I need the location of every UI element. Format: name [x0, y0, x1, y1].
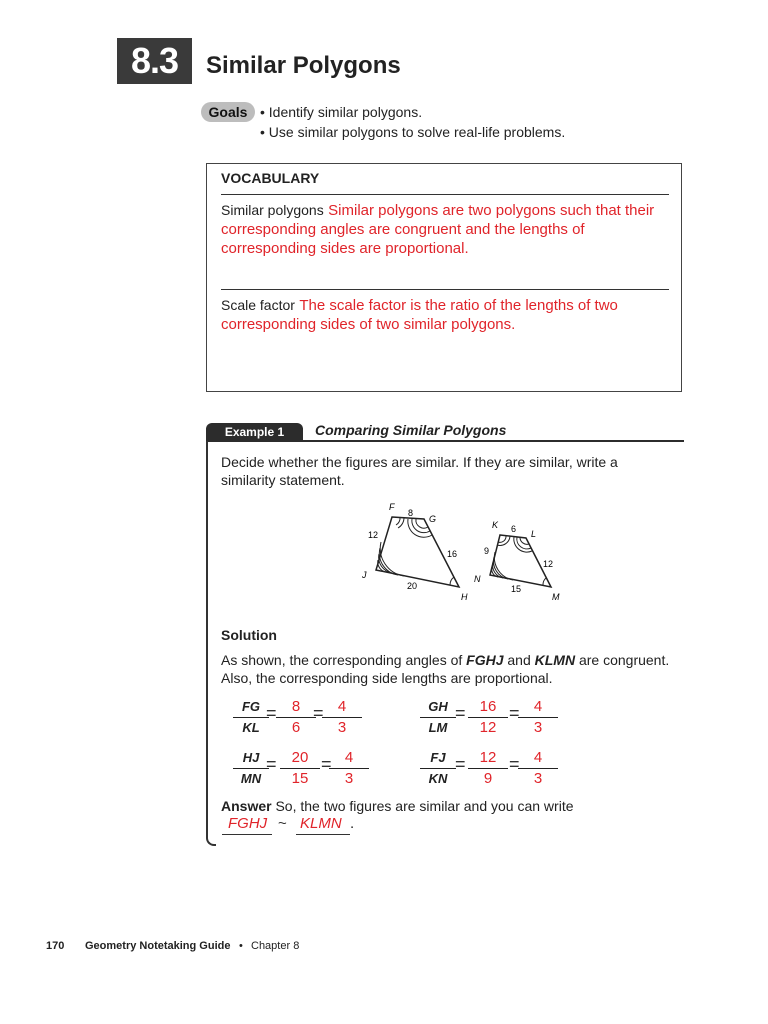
vertex-label-j: J: [362, 570, 367, 580]
fraction-numerator: HJ: [242, 750, 260, 765]
equals-sign: =: [266, 754, 277, 774]
ratio-answer-fraction: [317, 697, 367, 738]
solution-figure-name: FGHJ: [466, 652, 504, 668]
answer-period: .: [350, 815, 355, 832]
fraction-denominator: 3: [344, 770, 354, 787]
side-label-jh: 20: [407, 581, 418, 591]
vocab-term: Similar polygons: [221, 202, 324, 218]
vocabulary-box: [206, 163, 682, 392]
footer-chapter: Chapter 8: [251, 940, 300, 952]
ratio-answer-fraction: [463, 748, 513, 789]
example-prompt: Decide whether the figures are similar. If they are similar, write a similarity statement.: [221, 454, 618, 488]
solution-text-part: are congruent. Also, the corresponding side lengths are proportional.: [221, 652, 670, 686]
answer-figure-klmn: KLMN: [300, 815, 342, 832]
page-number: [46, 940, 64, 952]
vocab-definition: Similar polygons are two polygons such that their corresponding angles are congruent and the lengths of corresponding sides are proportional.: [221, 202, 655, 257]
solution-text: [221, 651, 671, 687]
fraction-numerator: 16: [479, 698, 497, 715]
equals-sign: =: [509, 754, 520, 774]
ratio-answer-fraction: [513, 697, 563, 738]
side-label-fj: 12: [368, 530, 379, 540]
answer-label: Answer: [221, 798, 272, 814]
page-number-text: 170: [46, 940, 65, 952]
fraction-denominator: 3: [533, 770, 543, 787]
fraction-denominator: 15: [291, 770, 309, 787]
vocabulary-heading: VOCABULARY: [221, 170, 320, 186]
fraction-denominator: KL: [242, 720, 260, 735]
solution-figure-name: KLMN: [534, 652, 576, 668]
vertex-label-k: K: [492, 520, 499, 530]
vocab-term: Scale factor: [221, 297, 295, 313]
fraction-numerator: GH: [428, 699, 448, 714]
example-bracket: [206, 441, 216, 846]
page-title: Similar Polygons: [206, 52, 401, 79]
vertex-label-f: F: [389, 502, 395, 512]
fraction-numerator: 12: [479, 749, 497, 766]
goals-badge: Goals: [201, 102, 255, 122]
similarity-symbol: ~: [278, 815, 287, 832]
fraction-denominator: KN: [428, 771, 448, 786]
angle-mark-h: [450, 577, 454, 585]
fraction-numerator: 20: [291, 749, 309, 766]
solution-text-part: and: [503, 652, 535, 668]
vocab-definition: The scale factor is the ratio of the lengths of two corresponding sides of two similar polygons.: [221, 297, 618, 333]
goal-item-1: • Identify similar polygons.: [260, 104, 423, 120]
fraction-denominator: 3: [533, 719, 543, 736]
answer-line-text: [221, 797, 671, 815]
vertex-label-l: L: [531, 529, 537, 539]
equals-sign: =: [455, 703, 466, 723]
vertex-label-g: G: [429, 514, 437, 524]
fraction-numerator: 4: [533, 749, 543, 766]
side-label-kl: 6: [511, 524, 517, 534]
equals-sign: =: [509, 703, 520, 723]
ratio-answer-fraction: [463, 697, 513, 738]
solution-heading: Solution: [221, 627, 277, 643]
ratio-answer-fraction: [513, 748, 563, 789]
vocab-entry-similar-polygons: [221, 201, 671, 258]
footer-bullet: •: [239, 940, 243, 952]
answer-figure-fghj: FGHJ: [228, 815, 268, 832]
example-tab: Example 1: [206, 423, 303, 441]
side-label-kn: 9: [484, 546, 490, 556]
equals-sign: =: [455, 754, 466, 774]
goal-item-2: • Use similar polygons to solve real-life problems.: [260, 124, 566, 140]
equals-sign: =: [266, 703, 277, 723]
fraction-denominator: 12: [479, 719, 497, 736]
equals-sign: =: [313, 703, 324, 723]
vertex-label-m: M: [552, 592, 560, 602]
fraction-numerator: 4: [533, 698, 543, 715]
answer-text: So, the two figures are similar and you can write: [275, 798, 574, 814]
fraction-denominator: LM: [428, 720, 448, 735]
fraction-denominator: 9: [483, 770, 493, 787]
solution-text-part: As shown, the corresponding angles of: [221, 652, 467, 668]
ratio-answer-fraction: [324, 748, 374, 789]
answer-blank-line: [296, 834, 350, 835]
vocab-entry-scale-factor: [221, 296, 673, 334]
example-rule: [206, 440, 684, 442]
footer-book-title: [85, 940, 230, 952]
equals-sign: =: [321, 754, 332, 774]
ratio-answer-fraction: [275, 748, 325, 789]
vertex-label-h: H: [461, 592, 468, 602]
angle-mark-m: [543, 578, 546, 585]
book-title-text: Geometry Notetaking Guide: [85, 940, 231, 952]
side-label-fg: 8: [408, 508, 414, 518]
fraction-numerator: FG: [241, 699, 261, 714]
fraction-numerator: 4: [337, 698, 347, 715]
vocabulary-rule: [221, 194, 669, 195]
side-label-lm: 12: [543, 559, 554, 569]
answer-blank-line: [222, 834, 272, 835]
fraction-numerator: 8: [291, 698, 301, 715]
example-title: Comparing Similar Polygons: [315, 422, 507, 438]
fraction-numerator: FJ: [430, 750, 446, 765]
vocabulary-rule: [221, 289, 669, 290]
section-number: 8.3: [130, 40, 179, 81]
similar-quadrilaterals-figure: [355, 500, 575, 605]
fraction-denominator: 3: [337, 719, 347, 736]
side-label-nm: 15: [511, 584, 522, 594]
fraction-numerator: 4: [344, 749, 354, 766]
fraction-denominator: MN: [240, 771, 262, 786]
side-label-gh: 16: [447, 549, 458, 559]
vertex-label-n: N: [474, 574, 481, 584]
fraction-denominator: 6: [291, 719, 301, 736]
